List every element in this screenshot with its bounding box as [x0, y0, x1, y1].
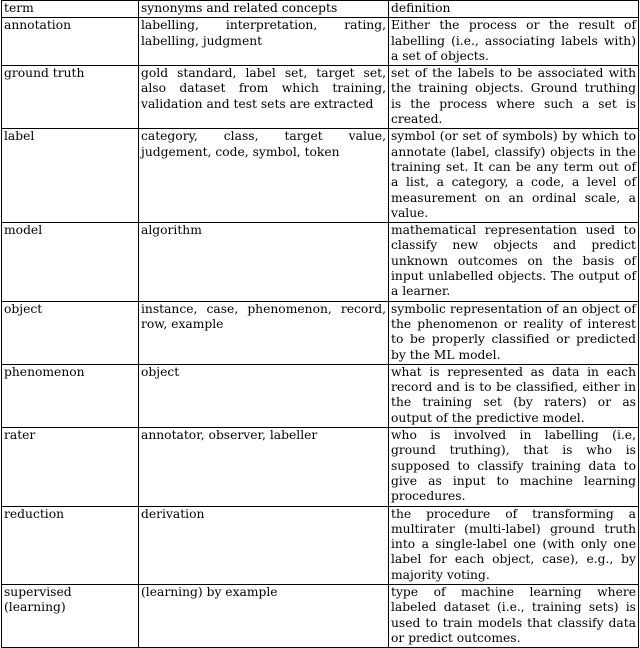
table-row	[2, 18, 639, 66]
header-term: term	[2, 1, 139, 18]
synonyms-cell: labelling, interpretation, rating, labelling, judgment	[139, 18, 389, 66]
table-row	[2, 66, 639, 129]
synonyms-cell: instance, case, phenomenon, record, row, example	[139, 301, 389, 364]
definition-cell: symbol (or set of symbols) by which to annotate (label, classify) objects in the training set. It can be any term out of a list, a category, a code, a level of measurement on an ordinal scale, a value.	[389, 129, 639, 223]
term-cell: object	[2, 301, 139, 364]
term-cell: phenomenon	[2, 364, 139, 427]
header-definition: definition	[389, 1, 639, 18]
table-row	[2, 428, 639, 506]
header-synonyms: synonyms and related concepts	[139, 1, 389, 18]
definition-cell: type of machine learning where labeled dataset (i.e., training sets) is used to train models that classify data or predict outcomes.	[389, 584, 639, 647]
term-cell: ground truth	[2, 66, 139, 129]
table-row	[2, 129, 639, 223]
table-row	[2, 301, 639, 364]
term-cell: label	[2, 129, 139, 223]
table-row	[2, 584, 639, 647]
term-cell: reduction	[2, 506, 139, 584]
term-cell: supervised (learning)	[2, 584, 139, 647]
synonyms-cell: algorithm	[139, 223, 389, 301]
term-cell: rater	[2, 428, 139, 506]
table-row	[2, 223, 639, 301]
definition-cell: Either the process or the result of labelling (i.e., associating labels with) a set of objects.	[389, 18, 639, 66]
glossary-table	[1, 0, 639, 648]
synonyms-cell: derivation	[139, 506, 389, 584]
definition-cell: mathematical representation used to classify new objects and predict unknown outcomes on the basis of input unlabelled objects. The output of a learner.	[389, 223, 639, 301]
definition-cell: the procedure of transforming a multirater (multi-label) ground truth into a single-label one (with only one label for each object, case), e.g., by majority voting.	[389, 506, 639, 584]
table-row	[2, 364, 639, 427]
synonyms-cell: annotator, observer, labeller	[139, 428, 389, 506]
term-cell: model	[2, 223, 139, 301]
synonyms-cell: (learning) by example	[139, 584, 389, 647]
synonyms-cell: gold standard, label set, target set, also dataset from which training, validation and test sets are extracted	[139, 66, 389, 129]
synonyms-cell: object	[139, 364, 389, 427]
definition-cell: symbolic representation of an object of the phenomenon or reality of interest to be properly classified or predicted by the ML model.	[389, 301, 639, 364]
table-row	[2, 506, 639, 584]
definition-cell: who is involved in labelling (i.e, ground truthing), that is who is supposed to classify training data to give as input to machine learning procedures.	[389, 428, 639, 506]
table-header-row	[2, 1, 639, 18]
term-cell: annotation	[2, 18, 139, 66]
definition-cell: set of the labels to be associated with the training objects. Ground truthing is the process where such a set is created.	[389, 66, 639, 129]
definition-cell: what is represented as data in each record and is to be classified, either in the training set (by raters) or as output of the predictive model.	[389, 364, 639, 427]
synonyms-cell: category, class, target value, judgement, code, symbol, token	[139, 129, 389, 223]
